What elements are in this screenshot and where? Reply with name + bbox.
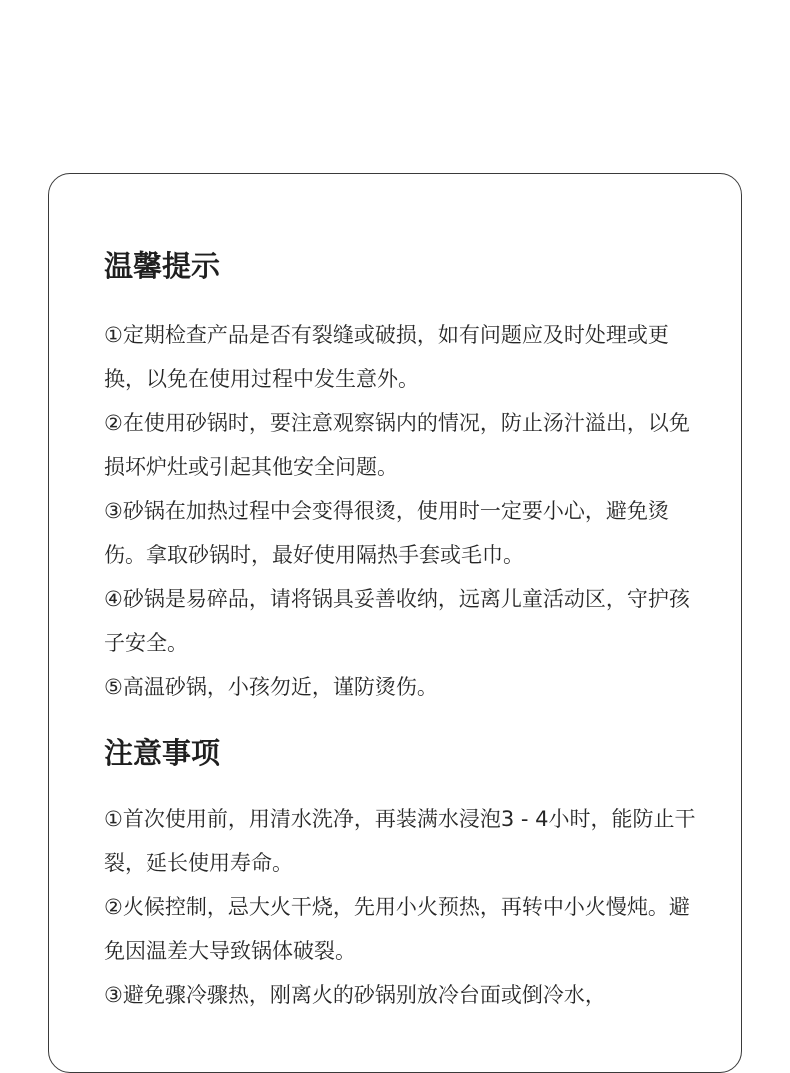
notes-item-2: ②火候控制，忌大火干烧，先用小火预热，再转中小火慢炖。避免因温差大导致锅体破裂。 — [104, 895, 690, 963]
tips-item-2: ②在使用砂锅时，要注意观察锅内的情况，防止汤汁溢出，以免损坏炉灶或引起其他安全问题。 — [104, 411, 690, 479]
tips-item-4: ④砂锅是易碎品，请将锅具妥善收纳，远离儿童活动区，守护孩子安全。 — [104, 587, 690, 655]
tips-item-3: ③砂锅在加热过程中会变得很烫，使用时一定要小心，避免烫伤。拿取砂锅时，最好使用隔热手套或毛巾。 — [104, 499, 669, 567]
tips-item-5: ⑤高温砂锅，小孩勿近，谨防烫伤。 — [104, 675, 438, 699]
notes-title: 注意事项 — [104, 736, 221, 770]
tips-item-1: ①定期检查产品是否有裂缝或破损，如有问题应及时处理或更换，以免在使用过程中发生意外。 — [104, 323, 669, 391]
tips-title: 温馨提示 — [104, 249, 221, 283]
notes-item-3: ③避免骤冷骤热，刚离火的砂锅别放冷台面或倒冷水， — [104, 983, 606, 1007]
notes-item-1: ①首次使用前，用清水洗净，再装满水浸泡3 - 4小时，能防止干裂，延长使用寿命。 — [104, 807, 696, 875]
